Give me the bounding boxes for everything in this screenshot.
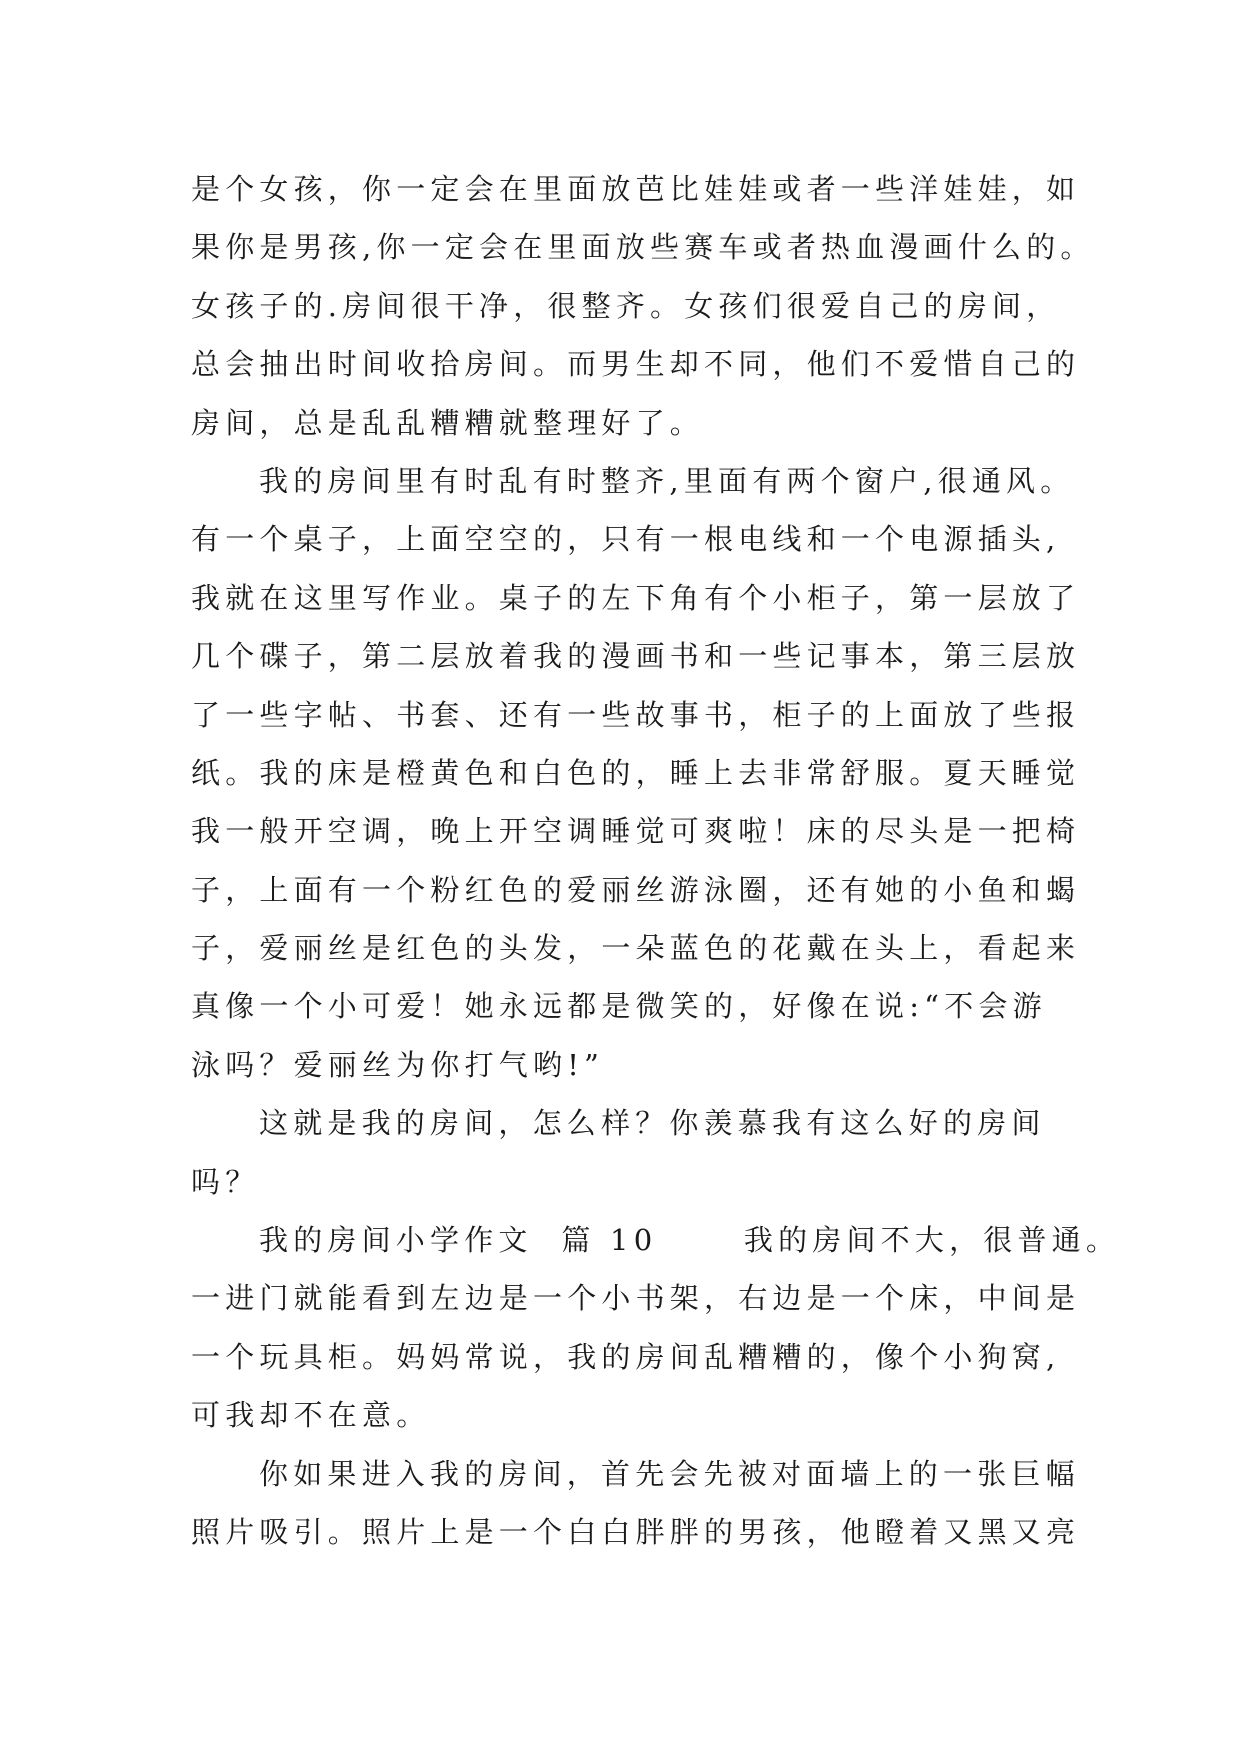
text-line: 房间，总是乱乱糟糟就整理好了。 <box>191 405 705 440</box>
text-line: 有一个桌子，上面空空的，只有一根电线和一个电源插头, <box>191 522 1061 557</box>
text-line: 总会抽出时间收拾房间。而男生却不同，他们不爱惜自己的 <box>191 347 1081 382</box>
text-line: 子，上面有一个粉红色的爱丽丝游泳圈，还有她的小鱼和蝎 <box>191 872 1081 907</box>
text-line: 子，爱丽丝是红色的头发，一朵蓝色的花戴在头上，看起来 <box>191 931 1081 966</box>
text-line: 我的房间里有时乱有时整齐,里面有两个窗户,很通风。 <box>259 463 1075 498</box>
text-line: 一个玩具柜。妈妈常说，我的房间乱糟糟的，像个小狗窝, <box>191 1339 1061 1374</box>
text-line: 我的房间小学作文 篇 10 我的房间不大，很普通。 <box>259 1223 1121 1258</box>
text-line: 果你是男孩,你一定会在里面放些赛车或者热血漫画什么的。 <box>191 230 1095 265</box>
text-line: 你如果进入我的房间，首先会先被对面墙上的一张巨幅 <box>259 1456 1080 1491</box>
text-line: 一进门就能看到左边是一个小书架，右边是一个床，中间是 <box>191 1281 1081 1316</box>
text-line: 我一般开空调，晚上开空调睡觉可爽啦！床的尽头是一把椅 <box>191 814 1081 849</box>
text-line: 照片吸引。照片上是一个白白胖胖的男孩，他瞪着又黑又亮 <box>191 1514 1081 1549</box>
body-text <box>191 160 1121 1561</box>
text-line: 真像一个小可爱！她永远都是微笑的，好像在说:“不会游 <box>191 989 1047 1024</box>
text-line: 吗？ <box>191 1164 260 1199</box>
text-line: 女孩子的.房间很干净，很整齐。女孩们很爱自己的房间， <box>191 288 1061 323</box>
text-line: 是个女孩，你一定会在里面放芭比娃娃或者一些洋娃娃，如 <box>191 172 1081 206</box>
text-line: 了一些字帖、书套、还有一些故事书，柜子的上面放了些报 <box>191 697 1081 732</box>
text-line: 这就是我的房间，怎么样？你羡慕我有这么好的房间 <box>259 1106 1046 1141</box>
text-line: 可我却不在意。 <box>191 1398 431 1433</box>
text-line: 我就在这里写作业。桌子的左下角有个小柜子，第一层放了 <box>191 580 1081 615</box>
text-line: 几个碟子，第二层放着我的漫画书和一些记事本，第三层放 <box>191 639 1081 674</box>
text-line: 泳吗？爱丽丝为你打气哟!” <box>191 1047 605 1082</box>
text-line: 纸。我的床是橙黄色和白色的，睡上去非常舒服。夏天睡觉 <box>191 755 1081 790</box>
